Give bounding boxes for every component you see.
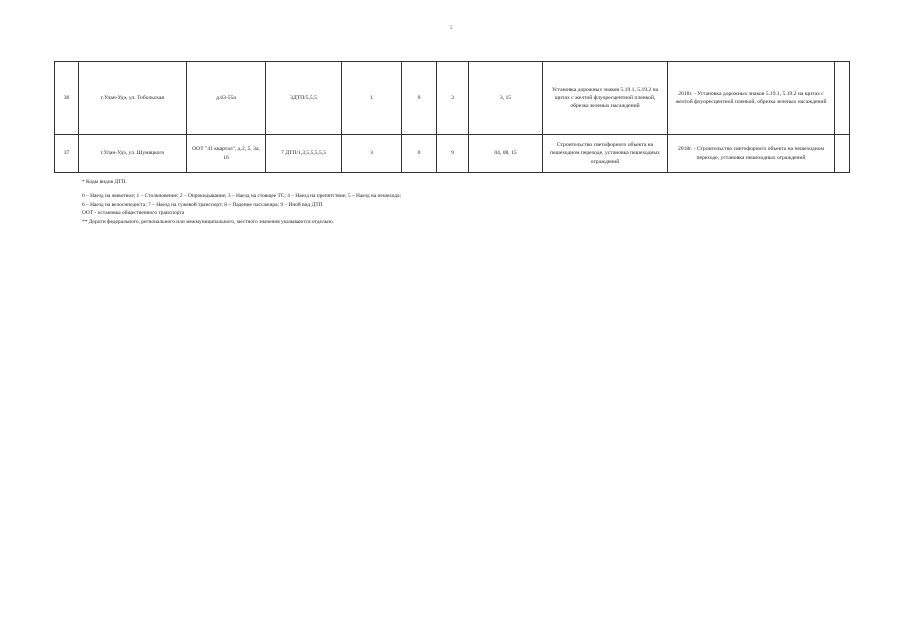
footnote-line: 0 – Наезд на животное; 1 – Столкновение; 2 – Опрокидывание; 3 – Наезд на стоящее ТС; 4 – Наезд на препятствие; 5 – Наезд на пешехода; [82, 193, 401, 200]
measures-cell: Строительство светофорного объекта на пешеходном переходе, установка пешеходных ограждений [543, 135, 668, 173]
accident-sites-table [54, 61, 850, 173]
dtp-count-cell: 3ДТП/5,5,5 [266, 62, 342, 135]
count-cell: 0 [402, 62, 437, 135]
killed-cell: 3 [342, 135, 402, 173]
plan-cell: 2018г. - Строительство светофорного объекта на пешеходном переходе, установка пешеходных ограждений [668, 135, 835, 173]
footnotes [82, 178, 401, 226]
injured-cell: 3 [437, 62, 469, 135]
measures-cell: Установка дорожных знаков 5.19.1, 5.19.2 на щитах с желтой флуоресцентной пленкой, обрезка зеленых насаждений [543, 62, 668, 135]
footnote-line: ООТ - остановка общественного транспорта [82, 210, 185, 217]
page-number: 5 [450, 26, 453, 31]
row-number: 36 [55, 62, 79, 135]
location-cell: г.Улан-Удэ, ул. Шумяцкого [79, 135, 187, 173]
killed-cell: 1 [342, 62, 402, 135]
dtp-count-cell: 7 ДТП/1,3,5,5,5,5,5 [266, 135, 342, 173]
count-cell: 0 [402, 135, 437, 173]
dtp-codes-cell: 3, 15 [469, 62, 543, 135]
plan-cell: 2018г. - Установка дорожных знаков 5.19.1, 5.19.2 на щитах с желтой флуоресцентной пленкой, обрезка зеленых насаждений [668, 62, 835, 135]
table-row [55, 62, 850, 135]
injured-cell: 9 [437, 135, 469, 173]
dtp-codes-cell: 04, 08, 15 [469, 135, 543, 173]
footnote-title: * Коды видов ДТП. [82, 179, 127, 185]
empty-cell [835, 135, 850, 173]
table-row [55, 135, 850, 173]
address-cell: ООТ "41 квартал", д.2, 5, 3а, 16 [187, 135, 266, 173]
footnote-line: 6 – Наезд на велосипедиста; 7 – Наезд на гужевой транспорт; 8 – Падение пассажира; 9 – Иной вид ДТП [82, 201, 323, 208]
row-number: 37 [55, 135, 79, 173]
address-cell: д.63-55а [187, 62, 266, 135]
empty-cell [835, 62, 850, 135]
location-cell: г.Улан-Удэ, ул. Тобольская [79, 62, 187, 135]
footnote-line: ** Дороги федерального, регионального или межмуниципального, местного значения указываются отдельно. [82, 218, 335, 225]
